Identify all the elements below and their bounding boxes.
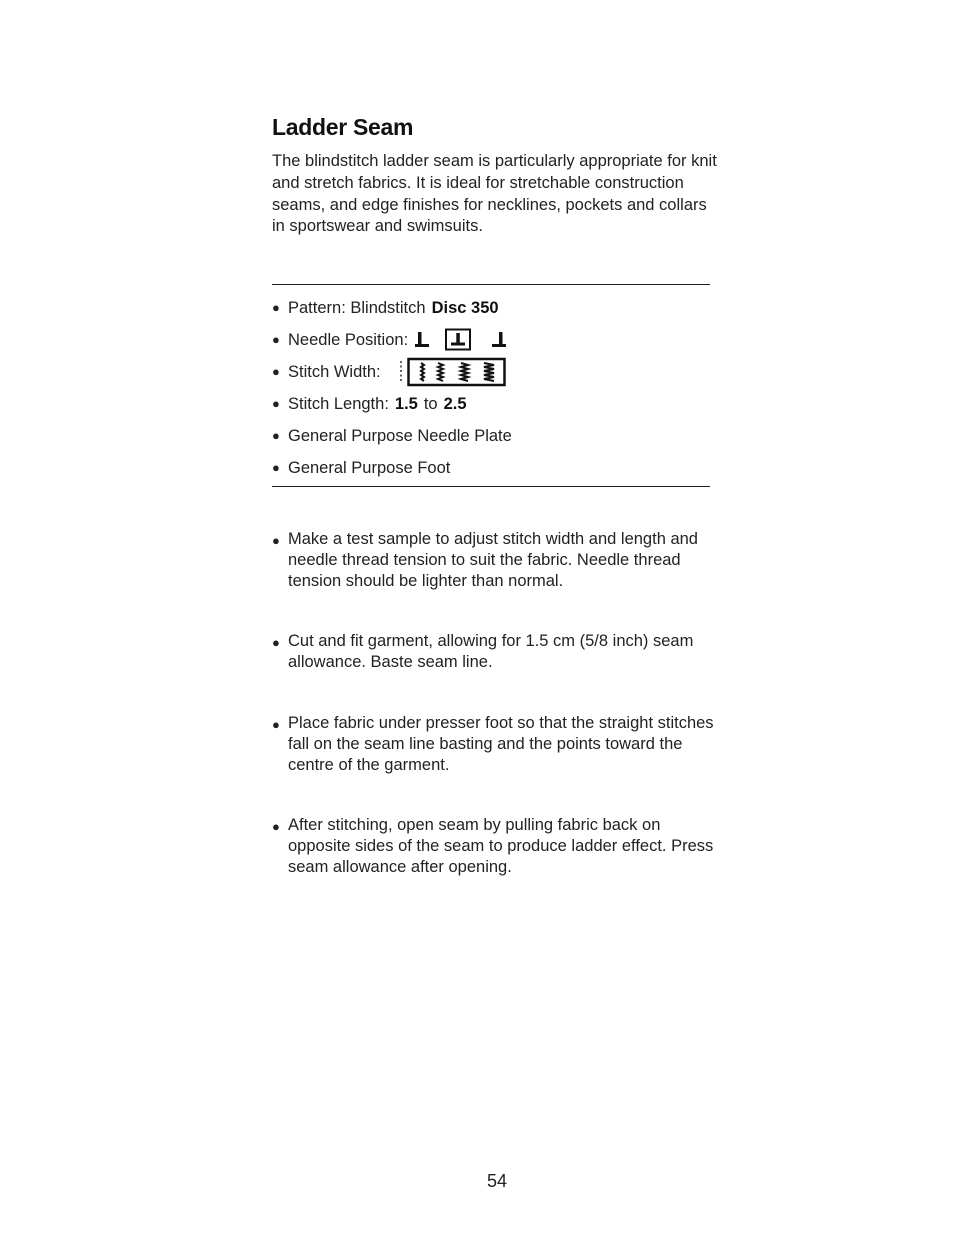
needle-center-boxed-icon: [444, 328, 474, 352]
spec-needle-plate-text: General Purpose Needle Plate: [288, 427, 512, 445]
width-box-icons: [407, 357, 507, 387]
spec-stitch-length-connector: to: [423, 395, 438, 413]
bullet-icon: ●: [272, 635, 280, 650]
spec-stitch-length-min: 1.5: [394, 395, 418, 413]
divider-bottom: [272, 486, 710, 487]
step-text: After stitching, open seam by pulling fabric back on opposite sides of the seam to produce ladder effect. Press seam allowance after opening.: [288, 816, 714, 876]
bullet-icon: ●: [272, 300, 280, 315]
intro-paragraph: The blindstitch ladder seam is particularly appropriate for knit and stretch fabrics. It is ideal for stretchable construction seams, and edge finishes for necklines, pockets and collars in sportswear and swimsuits.: [272, 152, 717, 236]
needle-left-icon: [412, 330, 434, 350]
page-number: 54: [486, 1171, 508, 1191]
spec-stitch-length: [272, 388, 512, 420]
bullet-icon: ●: [272, 717, 280, 732]
instructions-list: [272, 529, 722, 878]
spec-stitch-width: [272, 356, 512, 388]
bullet-icon: ●: [272, 364, 280, 379]
bullet-icon: ●: [272, 819, 280, 834]
spec-needle-position: [272, 324, 512, 356]
width-widest-icon: [484, 363, 494, 381]
step-text: Place fabric under presser foot so that the straight stitches fall on the seam line basting and the points toward the centre of the garment.: [288, 714, 714, 774]
spec-pattern-value: Disc 350: [431, 299, 499, 317]
divider-top: [272, 284, 710, 285]
step-text: Make a test sample to adjust stitch width and length and needle thread tension to suit the fabric. Needle thread tension should be lighter than normal.: [288, 530, 698, 590]
spec-foot: [272, 452, 512, 484]
spec-stitch-width-label: Stitch Width:: [288, 363, 381, 381]
page-title: Ladder Seam: [272, 114, 414, 140]
width-dotted-icon: [397, 359, 405, 385]
list-item: [272, 713, 722, 815]
list-item: [272, 631, 722, 713]
spec-stitch-length-max: 2.5: [443, 395, 467, 413]
step-text: Cut and fit garment, allowing for 1.5 cm (5/8 inch) seam allowance. Baste seam line.: [288, 632, 694, 671]
width-wide-icon: [461, 363, 468, 381]
bullet-icon: ●: [272, 396, 280, 411]
bullet-icon: ●: [272, 460, 280, 475]
width-medium-icon: [438, 363, 443, 381]
spec-needle-position-label: Needle Position:: [288, 331, 409, 349]
spec-pattern: [272, 292, 512, 324]
width-narrow-icon: [421, 363, 424, 381]
spec-foot-text: General Purpose Foot: [288, 459, 451, 477]
list-item: [272, 529, 722, 631]
bullet-icon: ●: [272, 533, 280, 548]
bullet-icon: ●: [272, 428, 280, 443]
needle-position-icons: [412, 328, 510, 352]
spec-stitch-length-label: Stitch Length:: [288, 395, 389, 413]
settings-list: [272, 292, 512, 484]
list-item: [272, 815, 722, 878]
bullet-icon: ●: [272, 332, 280, 347]
needle-right-icon: [486, 330, 510, 350]
stitch-width-icons: [397, 357, 507, 387]
spec-pattern-label: Pattern: Blindstitch: [288, 299, 426, 317]
spec-needle-plate: [272, 420, 512, 452]
